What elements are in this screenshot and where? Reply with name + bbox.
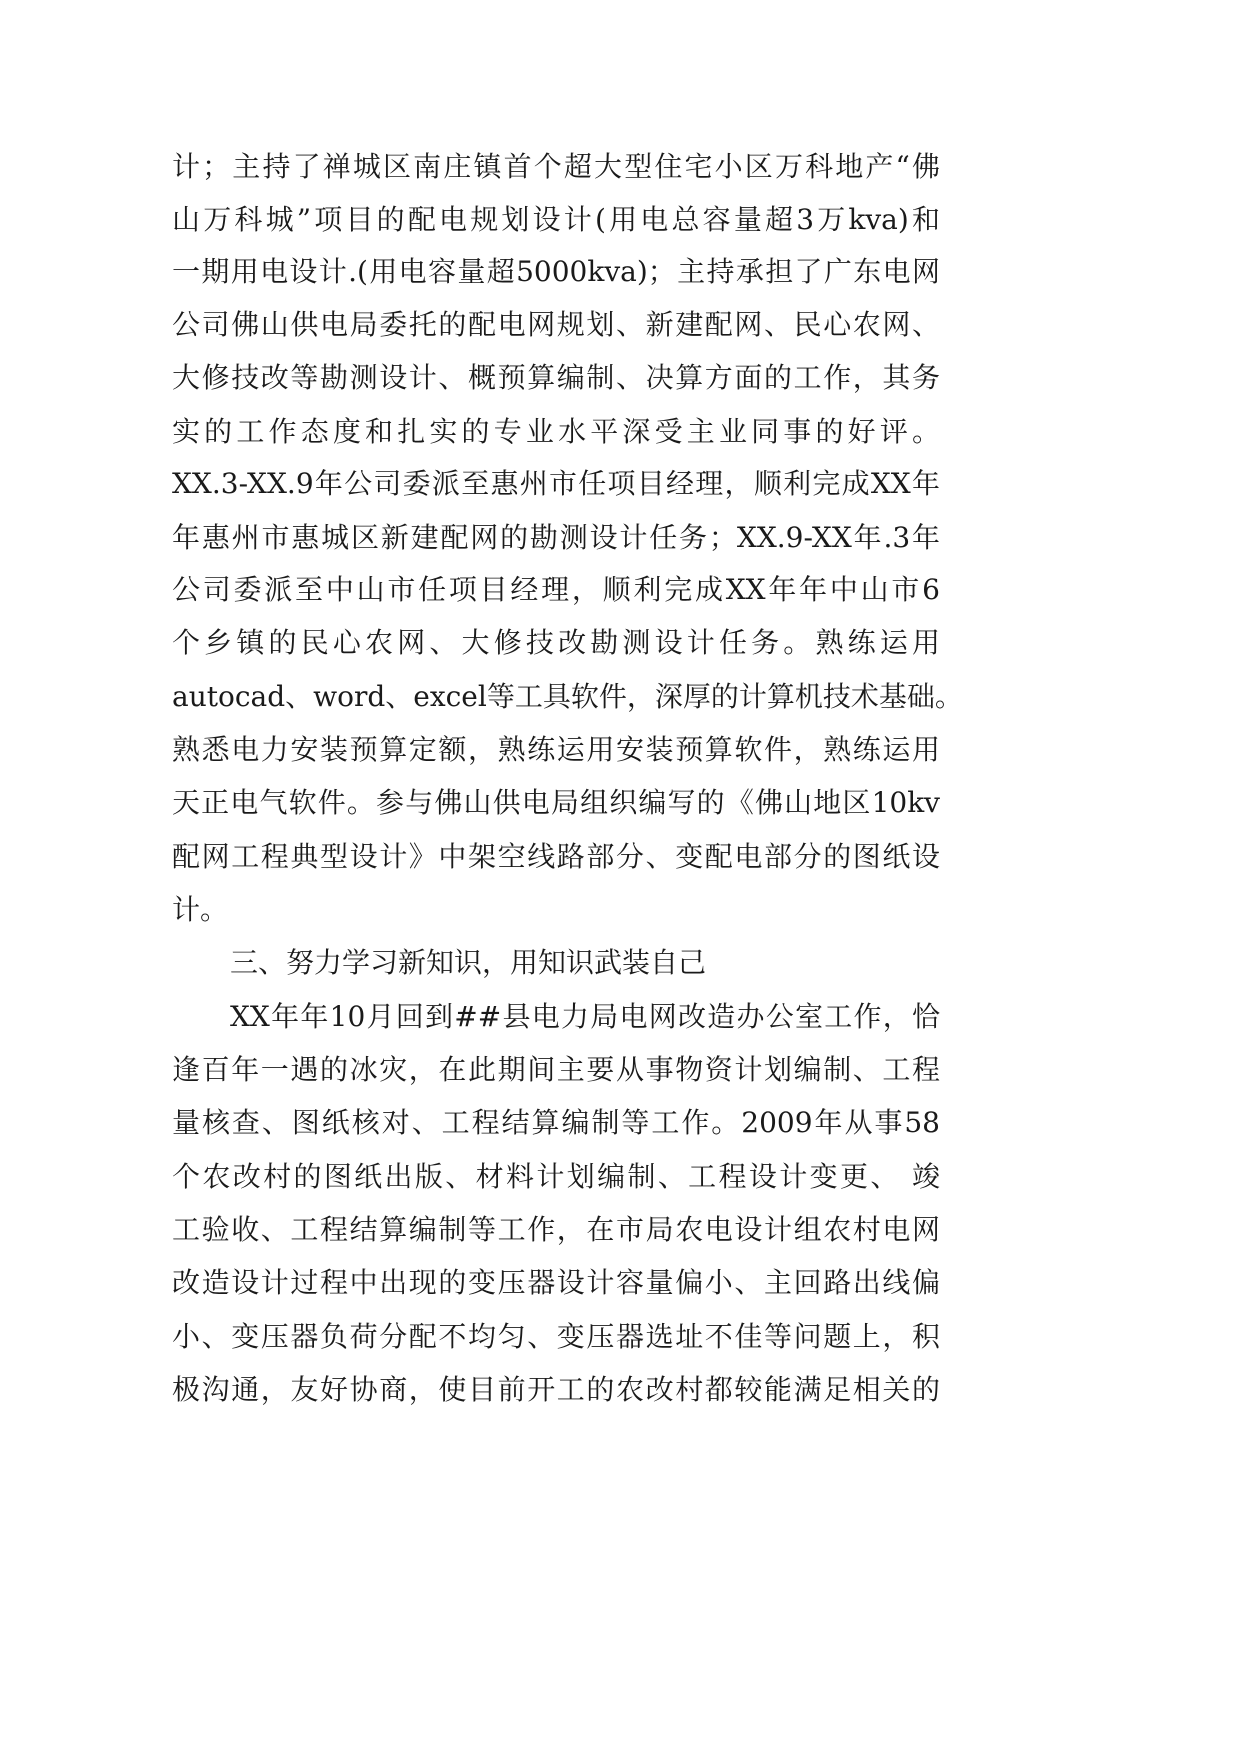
section-heading: 三、努力学习新知识，用知识武装自己 (230, 946, 707, 979)
text-line: 实的工作态度和扎实的专业水平深受主业同事的好评。 (172, 415, 940, 448)
text-line: 工验收、工程结算编制等工作，在市局农电设计组农村电网 (172, 1213, 940, 1246)
text-line: 计。 (172, 893, 229, 926)
text-line: 计；主持了禅城区南庄镇首个超大型住宅小区万科地产“佛 (172, 150, 940, 183)
text-line: 天正电气软件。参与佛山供电局组织编写的《佛山地区10kv (172, 786, 940, 819)
text-line: 熟悉电力安装预算定额，熟练运用安装预算软件，熟练运用 (172, 733, 940, 766)
text-line: XX年年10月回到##县电力局电网改造办公室工作，恰 (230, 1000, 940, 1033)
text-line: 山万科城”项目的配电规划设计(用电总容量超3万kva)和 (172, 203, 940, 236)
text-line: 个农改村的图纸出版、材料计划编制、工程设计变更、 竣 (172, 1160, 940, 1193)
text-line: 配网工程典型设计》中架空线路部分、变配电部分的图纸设 (172, 840, 940, 873)
text-line: 大修技改等勘测设计、概预算编制、决算方面的工作，其务 (172, 361, 940, 394)
text-line: autocad、word、excel等工具软件，深厚的计算机技术基础。 (172, 680, 963, 713)
text-line: 公司佛山供电局委托的配电网规划、新建配网、民心农网、 (172, 308, 940, 341)
text-line: 一期用电设计.(用电容量超5000kva)；主持承担了广东电网 (172, 255, 940, 288)
text-line: 逢百年一遇的冰灾，在此期间主要从事物资计划编制、工程 (172, 1053, 940, 1086)
text-line: 极沟通，友好协商，使目前开工的农改村都较能满足相关的 (172, 1373, 940, 1406)
text-line: 改造设计过程中出现的变压器设计容量偏小、主回路出线偏 (172, 1266, 940, 1299)
text-line: 年惠州市惠城区新建配网的勘测设计任务；XX.9-XX年.3年 (172, 521, 940, 554)
text-line: 量核查、图纸核对、工程结算编制等工作。2009年从事58 (172, 1106, 940, 1139)
text-line: 小、变压器负荷分配不均匀、变压器选址不佳等问题上，积 (172, 1320, 940, 1353)
text-line: 公司委派至中山市任项目经理，顺利完成XX年年中山市6 (172, 573, 940, 606)
text-line: XX.3-XX.9年公司委派至惠州市任项目经理，顺利完成XX年 (172, 467, 940, 500)
text-line: 个乡镇的民心农网、大修技改勘测设计任务。熟练运用 (172, 626, 940, 659)
